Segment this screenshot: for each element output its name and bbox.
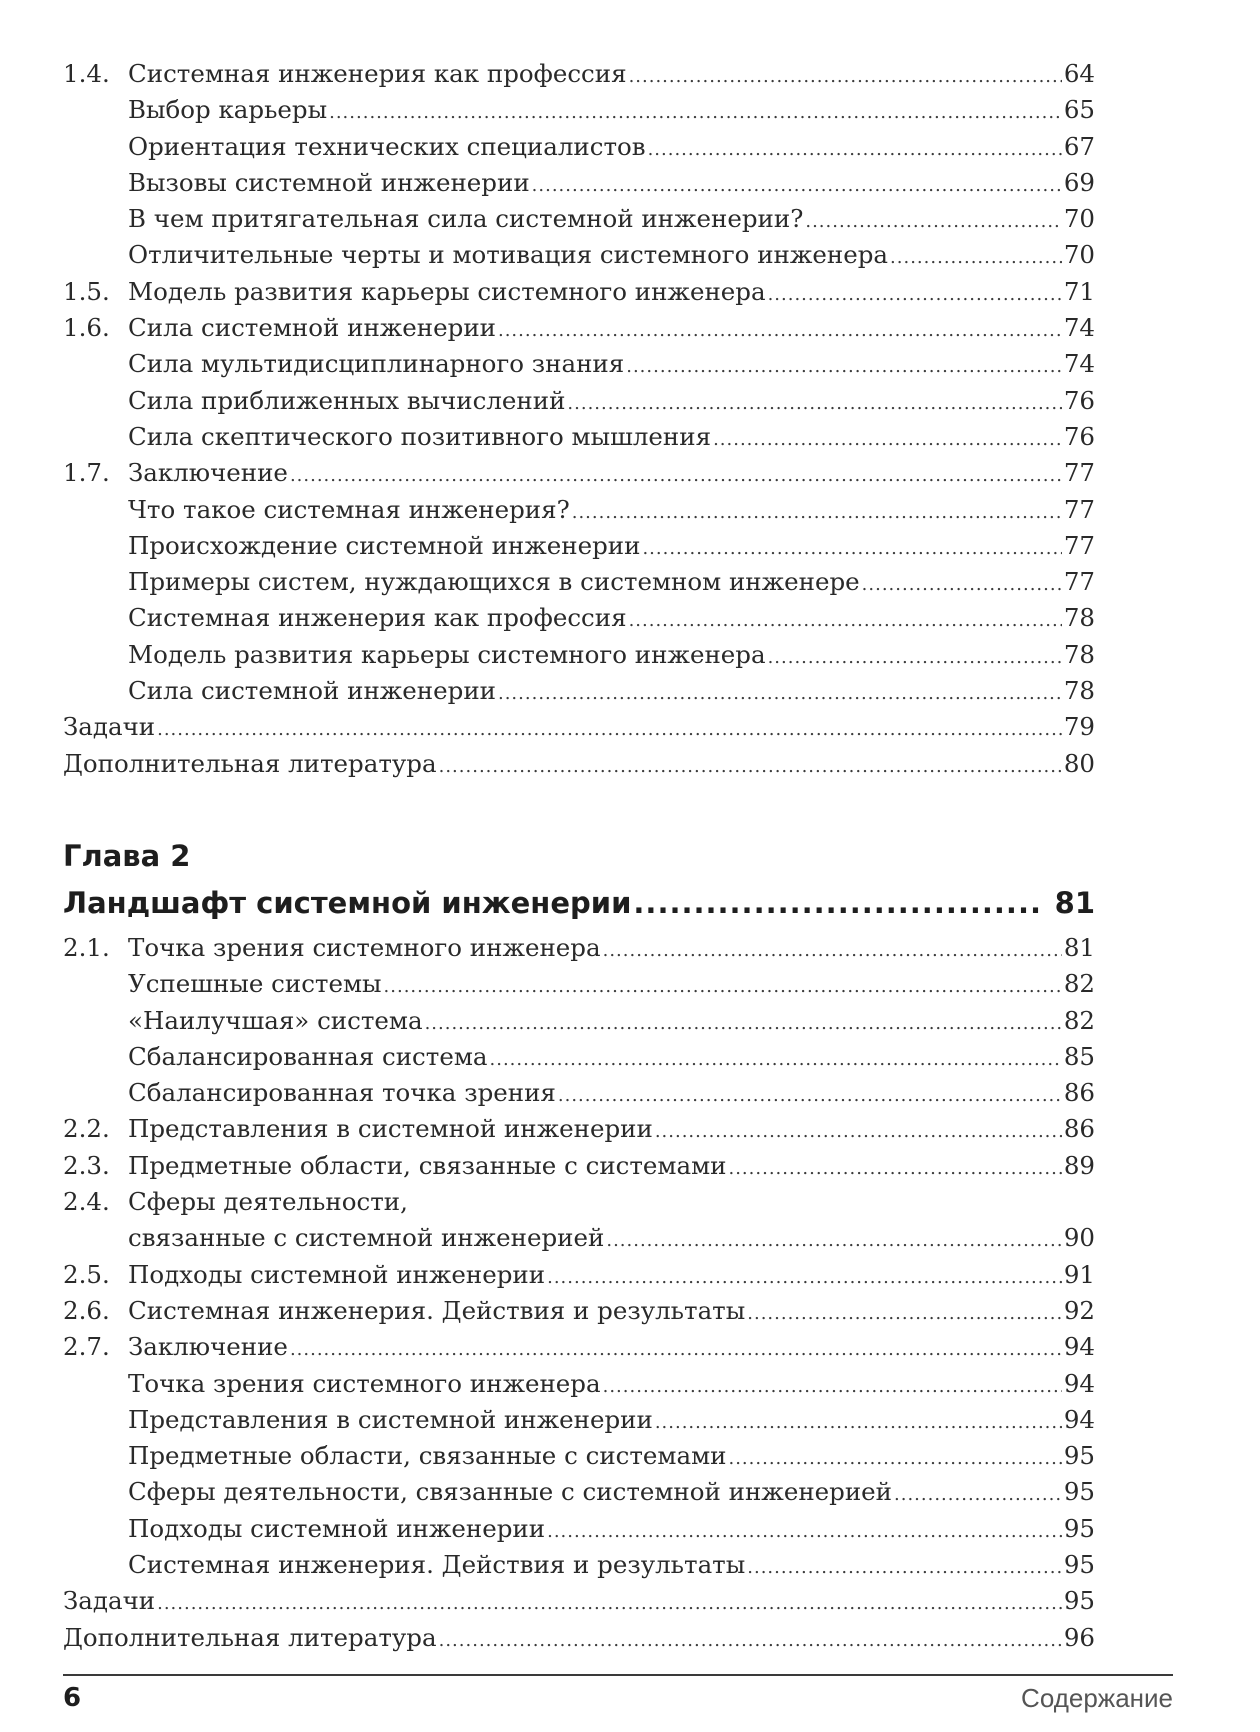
toc-entry xyxy=(63,1257,1095,1293)
toc-entry xyxy=(63,1293,1095,1329)
toc-entry xyxy=(63,1184,1095,1220)
toc-entry-title: Точка зрения системного инженера xyxy=(128,1368,601,1398)
toc-entry-page: 85 xyxy=(1063,1041,1095,1071)
toc-entry xyxy=(63,966,1095,1002)
toc-entry-page: 71 xyxy=(1063,276,1095,306)
toc-entry xyxy=(63,673,1095,709)
toc-entry xyxy=(63,274,1095,310)
toc-entry xyxy=(63,1474,1095,1510)
toc-entry xyxy=(63,564,1095,600)
dot-leader xyxy=(747,1296,1062,1332)
toc-entry xyxy=(63,1402,1095,1438)
dot-leader xyxy=(606,1223,1061,1259)
toc-entry-page: 70 xyxy=(1063,240,1095,270)
dot-leader xyxy=(655,1114,1062,1150)
footer-running-title: Содержание xyxy=(1021,1683,1173,1713)
dot-leader xyxy=(567,386,1061,422)
toc-entry-title: Точка зрения системного инженера xyxy=(128,933,601,962)
toc-entry-page: 70 xyxy=(1063,204,1095,234)
toc-entry-page: 95 xyxy=(1063,1586,1095,1616)
toc-entry-number: 2.5. xyxy=(63,1259,110,1289)
dot-leader xyxy=(384,969,1062,1005)
toc-entry-number: 1.4. xyxy=(63,59,110,88)
toc-entry xyxy=(63,1039,1095,1075)
toc-entry-title: Заключение xyxy=(128,1332,288,1362)
toc-section-2 xyxy=(63,930,1095,1656)
dot-leader xyxy=(603,1369,1062,1405)
toc-entry-problems xyxy=(63,709,1095,745)
toc-entry-page: 86 xyxy=(1063,1114,1095,1144)
dot-leader xyxy=(603,933,1062,969)
toc-entry-page: 86 xyxy=(1063,1078,1095,1108)
dot-leader xyxy=(498,313,1062,349)
footer-page-number: 6 xyxy=(63,1683,82,1713)
toc-entry xyxy=(63,346,1095,382)
toc-entry-title: Заключение xyxy=(128,458,288,488)
toc-entry xyxy=(63,1111,1095,1147)
toc-entry-number: 2.3. xyxy=(63,1150,110,1180)
toc-section-1 xyxy=(63,56,1095,782)
toc-entry-title: Сила системной инженерии xyxy=(128,313,496,343)
toc-entry-page: 69 xyxy=(1063,167,1095,197)
toc-entry-page: 92 xyxy=(1063,1295,1095,1325)
toc-entry-number: 1.6. xyxy=(63,313,110,343)
dot-leader xyxy=(713,422,1062,458)
toc-entry xyxy=(63,1148,1095,1184)
dot-leader xyxy=(290,458,1062,494)
dot-leader xyxy=(648,132,1062,168)
toc-entry-page: 78 xyxy=(1063,603,1095,633)
toc-entry xyxy=(63,419,1095,455)
chapter-page: 81 xyxy=(1054,886,1095,920)
dot-leader xyxy=(490,1042,1062,1078)
toc-entry-number: 1.7. xyxy=(63,458,110,488)
toc-entry-title: Представления в системной инженерии xyxy=(128,1404,653,1434)
toc-entry xyxy=(63,129,1095,165)
toc-entry-title: Сферы деятельности, связанные с системной инженерией xyxy=(128,1477,892,1507)
toc-entry-title: Системная инженерия как профессия xyxy=(128,603,627,633)
toc-entry-page: 77 xyxy=(1063,494,1095,524)
dot-leader xyxy=(633,881,1042,925)
footer-divider xyxy=(63,1674,1173,1676)
dot-leader xyxy=(642,531,1061,567)
toc-entry-title: Дополнительная литература xyxy=(63,1622,437,1652)
toc-entry xyxy=(63,455,1095,491)
dot-leader xyxy=(626,349,1062,385)
toc-entry-title: Подходы системной инженерии xyxy=(128,1513,546,1543)
dot-leader xyxy=(805,204,1061,240)
toc-entry-page: 96 xyxy=(1063,1622,1095,1652)
toc-entry-title: Сила приближенных вычислений xyxy=(128,385,566,415)
dot-leader xyxy=(547,1514,1062,1550)
toc-entry-title: Сферы деятельности, xyxy=(128,1187,408,1217)
toc-entry-title: Сила скептического позитивного мышления xyxy=(128,421,712,451)
toc-entry-title: Выбор карьеры xyxy=(128,95,328,125)
toc-entry xyxy=(63,1438,1095,1474)
toc-entry-page: 94 xyxy=(1063,1332,1095,1362)
toc-entry xyxy=(63,492,1095,528)
toc-entry xyxy=(63,1329,1095,1365)
toc-entry-page: 95 xyxy=(1063,1550,1095,1580)
toc-entry-number: 2.7. xyxy=(63,1332,110,1362)
dot-leader xyxy=(157,712,1062,748)
toc-entry-title: Предметные области, связанные с системами xyxy=(128,1150,727,1180)
toc-entry-problems xyxy=(63,1583,1095,1619)
toc-entry-page: 67 xyxy=(1063,131,1095,161)
toc-entry-page: 81 xyxy=(1063,933,1095,962)
toc-entry xyxy=(63,930,1095,966)
toc-entry-page: 90 xyxy=(1063,1223,1095,1253)
dot-leader xyxy=(329,95,1062,131)
toc-entry-title: Сбалансированная система xyxy=(128,1041,488,1071)
chapter-title: Ландшафт системной инженерии xyxy=(63,886,632,920)
toc-entry-page: 76 xyxy=(1063,421,1095,451)
toc-entry-page: 78 xyxy=(1063,639,1095,669)
dot-leader xyxy=(425,1006,1062,1042)
toc-entry xyxy=(63,237,1095,273)
toc-entry xyxy=(63,1547,1095,1583)
dot-leader xyxy=(439,1623,1062,1659)
toc-entry-number: 2.1. xyxy=(63,933,110,962)
toc-entry-page: 74 xyxy=(1063,349,1095,379)
toc-entry-title: Предметные области, связанные с системами xyxy=(128,1441,727,1471)
toc-entry-title: Дополнительная литература xyxy=(63,748,437,778)
dot-leader xyxy=(862,567,1062,603)
toc-entry-page: 82 xyxy=(1063,1005,1095,1035)
dot-leader xyxy=(728,1441,1061,1477)
dot-leader xyxy=(498,676,1062,712)
dot-leader xyxy=(547,1260,1062,1296)
toc-entry-number: 1.5. xyxy=(63,276,110,306)
toc-entry xyxy=(63,1075,1095,1111)
toc-entry xyxy=(63,92,1095,128)
toc-entry-number: 2.2. xyxy=(63,1114,110,1144)
toc-entry-page: 76 xyxy=(1063,385,1095,415)
toc-entry-page: 82 xyxy=(1063,969,1095,999)
dot-leader xyxy=(157,1586,1062,1622)
toc-entry xyxy=(63,1220,1095,1256)
toc-entry-page: 91 xyxy=(1063,1259,1095,1289)
dot-leader xyxy=(890,240,1062,276)
dot-leader xyxy=(532,168,1062,204)
toc-entry-title: Представления в системной инженерии xyxy=(128,1114,653,1144)
dot-leader xyxy=(558,1078,1062,1114)
toc-entry-title: Модель развития карьеры системного инженера xyxy=(128,639,766,669)
toc-entry-page: 89 xyxy=(1063,1150,1095,1180)
toc-entry-further-reading xyxy=(63,1620,1095,1656)
toc-entry-title: Ориентация технических специалистов xyxy=(128,131,646,161)
toc-entry-title: Системная инженерия. Действия и результаты xyxy=(128,1550,746,1580)
toc-entry xyxy=(63,528,1095,564)
toc-entry-page: 77 xyxy=(1063,530,1095,560)
toc-entry-page: 80 xyxy=(1063,748,1095,778)
toc-entry-title: «Наилучшая» система xyxy=(128,1005,423,1035)
toc-entry-title: Подходы системной инженерии xyxy=(128,1259,546,1289)
toc-entry xyxy=(63,1511,1095,1547)
chapter-title-line xyxy=(63,881,1095,925)
toc-entry-page: 95 xyxy=(1063,1477,1095,1507)
dot-leader xyxy=(572,495,1062,531)
toc-entry-title: связанные с системной инженерией xyxy=(128,1223,605,1253)
dot-leader xyxy=(747,1550,1062,1586)
toc-entry xyxy=(63,310,1095,346)
toc-entry-page: 94 xyxy=(1063,1404,1095,1434)
toc-entry-page: 95 xyxy=(1063,1441,1095,1471)
toc-entry xyxy=(63,383,1095,419)
toc-entry-further-reading xyxy=(63,746,1095,782)
toc-entry-title: Что такое системная инженерия? xyxy=(128,494,570,524)
toc-entry xyxy=(63,637,1095,673)
toc-entry-title: Отличительные черты и мотивация системного инженера xyxy=(128,240,889,270)
toc-entry-title: В чем притягательная сила системной инженерии? xyxy=(128,204,804,234)
toc-entry xyxy=(63,56,1095,92)
toc-entry-title: Примеры систем, нуждающихся в системном инженере xyxy=(128,567,860,597)
dot-leader xyxy=(629,59,1062,95)
toc-entry-number: 2.4. xyxy=(63,1187,110,1217)
toc-entry-page: 94 xyxy=(1063,1368,1095,1398)
dot-leader xyxy=(655,1405,1062,1441)
toc-entry-title: Модель развития карьеры системного инженера xyxy=(128,276,766,306)
toc-entry xyxy=(63,1366,1095,1402)
toc-entry-title: Сила системной инженерии xyxy=(128,676,496,706)
toc-entry-title: Задачи xyxy=(63,712,156,742)
toc-entry xyxy=(63,165,1095,201)
chapter-label: Глава 2 xyxy=(63,839,191,873)
dot-leader xyxy=(290,1332,1062,1368)
toc-entry-page: 65 xyxy=(1063,95,1095,125)
toc-entry-title: Успешные системы xyxy=(128,969,382,999)
toc-entry-page: 77 xyxy=(1063,458,1095,488)
toc-entry-title: Системная инженерия. Действия и результаты xyxy=(128,1295,746,1325)
toc-entry-title: Задачи xyxy=(63,1586,156,1616)
dot-leader xyxy=(439,749,1062,785)
toc-entry-title: Системная инженерия как профессия xyxy=(128,59,627,88)
dot-leader xyxy=(768,277,1062,313)
toc-entry-page: 64 xyxy=(1063,59,1095,88)
toc-entry-page: 77 xyxy=(1063,567,1095,597)
toc-entry-title: Вызовы системной инженерии xyxy=(128,167,530,197)
toc-entry xyxy=(63,1003,1095,1039)
toc-entry-page: 74 xyxy=(1063,313,1095,343)
dot-leader xyxy=(629,603,1062,639)
toc-entry xyxy=(63,600,1095,636)
dot-leader xyxy=(728,1151,1061,1187)
toc-entry-page: 79 xyxy=(1063,712,1095,742)
dot-leader xyxy=(768,640,1062,676)
toc-entry-number: 2.6. xyxy=(63,1295,110,1325)
toc-entry xyxy=(63,201,1095,237)
toc-entry-title: Сбалансированная точка зрения xyxy=(128,1078,556,1108)
dot-leader xyxy=(894,1477,1062,1513)
toc-entry-title: Происхождение системной инженерии xyxy=(128,530,641,560)
toc-entry-page: 95 xyxy=(1063,1513,1095,1543)
toc-entry-title: Сила мультидисциплинарного знания xyxy=(128,349,625,379)
toc-entry-page: 78 xyxy=(1063,676,1095,706)
